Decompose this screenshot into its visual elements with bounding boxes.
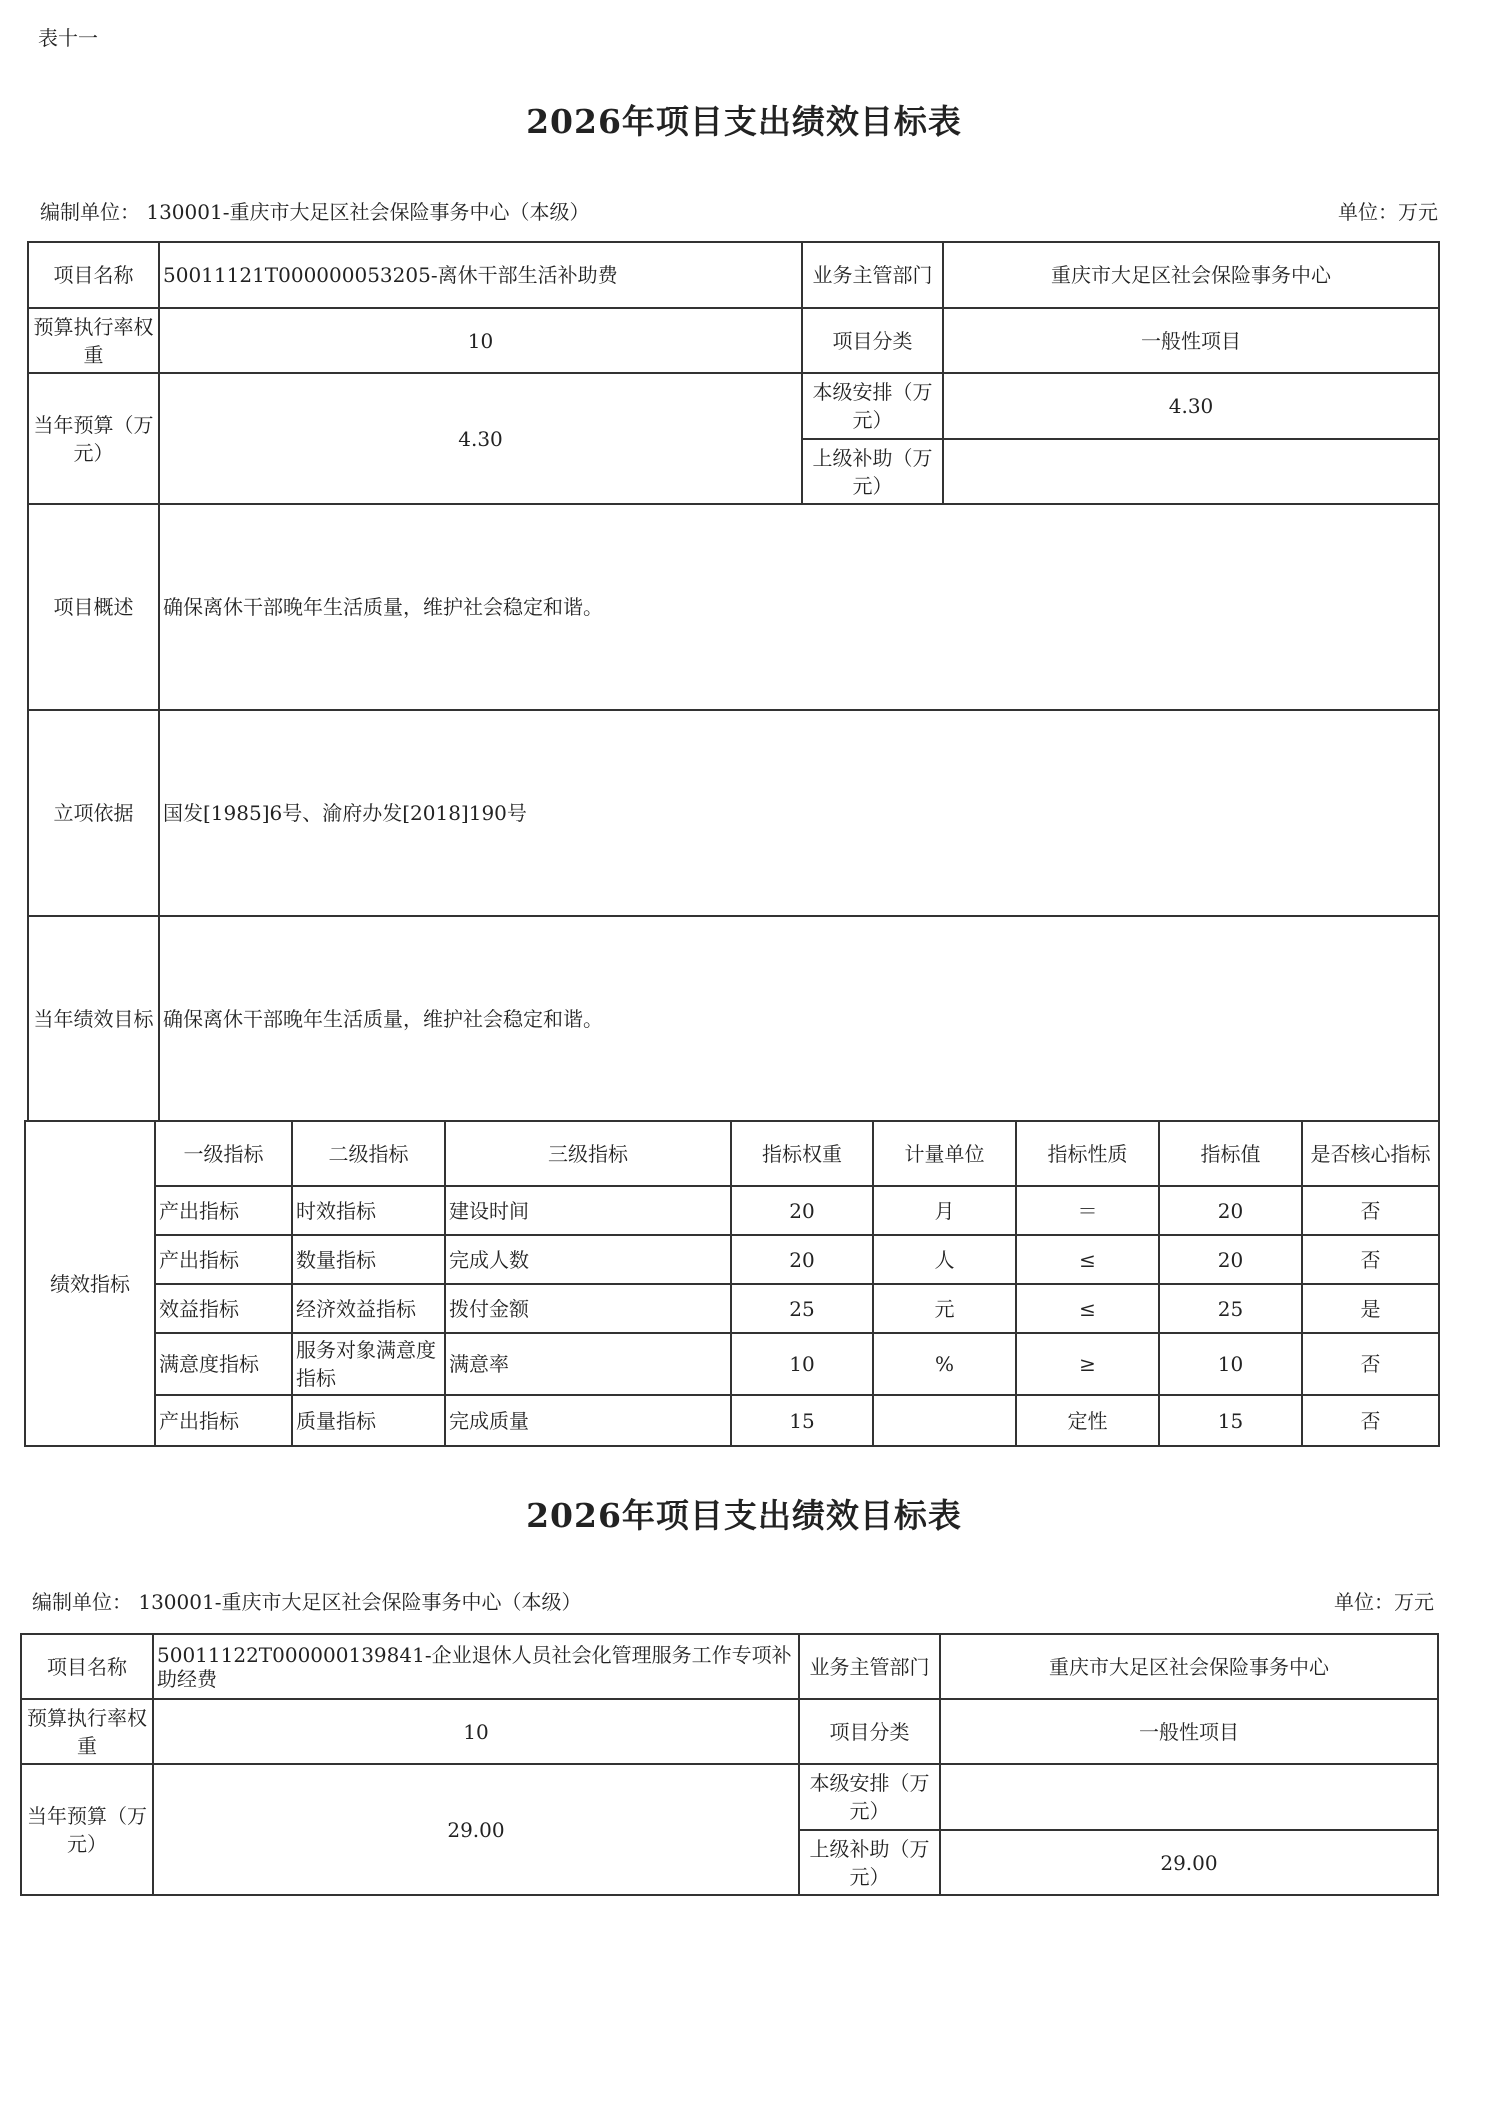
header-cell: 三级指标 bbox=[445, 1121, 731, 1186]
cell: 10 bbox=[1159, 1333, 1302, 1395]
form1-title: 2026年项目支出绩效目标表 bbox=[526, 102, 962, 141]
cell: 人 bbox=[873, 1235, 1016, 1284]
cell: 20 bbox=[731, 1186, 873, 1235]
basis-label: 立项依据 bbox=[28, 710, 159, 916]
cell: 服务对象满意度指标 bbox=[292, 1333, 445, 1395]
cell: 月 bbox=[873, 1186, 1016, 1235]
category: 一般性项目 bbox=[940, 1699, 1438, 1764]
cell: ＝ bbox=[1016, 1186, 1159, 1235]
local-label: 本级安排（万元） bbox=[799, 1764, 940, 1830]
cell: 时效指标 bbox=[292, 1186, 445, 1235]
cell: 建设时间 bbox=[445, 1186, 731, 1235]
form2-org bbox=[32, 1586, 581, 1615]
local-label: 本级安排（万元） bbox=[802, 373, 943, 439]
table-row bbox=[25, 1235, 1439, 1284]
cell: 否 bbox=[1302, 1235, 1439, 1284]
dept: 重庆市大足区社会保险事务中心 bbox=[940, 1634, 1438, 1699]
budget: 4.30 bbox=[159, 373, 802, 504]
cell: ≤ bbox=[1016, 1284, 1159, 1333]
table-row bbox=[25, 1395, 1439, 1446]
local: 4.30 bbox=[943, 373, 1439, 439]
cell: 满意度指标 bbox=[155, 1333, 292, 1395]
cell: 产出指标 bbox=[155, 1395, 292, 1446]
header-cell: 是否核心指标 bbox=[1302, 1121, 1439, 1186]
cell: 10 bbox=[731, 1333, 873, 1395]
project-name: 50011121T000000053205-离休干部生活补助费 bbox=[159, 242, 802, 308]
goal: 确保离休干部晚年生活质量，维护社会稳定和谐。 bbox=[159, 916, 1439, 1121]
category-label: 项目分类 bbox=[802, 308, 943, 373]
basis: 国发[1985]6号、渝府办发[2018]190号 bbox=[159, 710, 1439, 916]
cell: 25 bbox=[731, 1284, 873, 1333]
upper-label: 上级补助（万元） bbox=[802, 439, 943, 504]
local bbox=[940, 1764, 1438, 1830]
cell: 完成质量 bbox=[445, 1395, 731, 1446]
cell: 是 bbox=[1302, 1284, 1439, 1333]
header-cell: 指标值 bbox=[1159, 1121, 1302, 1186]
cell: 质量指标 bbox=[292, 1395, 445, 1446]
page-label: 表十一 bbox=[38, 26, 98, 50]
budget-label: 当年预算（万元） bbox=[28, 373, 159, 504]
category: 一般性项目 bbox=[943, 308, 1439, 373]
indicators-label: 绩效指标 bbox=[25, 1121, 155, 1446]
budget-label: 当年预算（万元） bbox=[21, 1764, 153, 1895]
cell: 经济效益指标 bbox=[292, 1284, 445, 1333]
cell: 20 bbox=[731, 1235, 873, 1284]
org-value: 130001-重庆市大足区社会保险事务中心（本级） bbox=[146, 200, 590, 224]
cell: % bbox=[873, 1333, 1016, 1395]
cell: 否 bbox=[1302, 1333, 1439, 1395]
cell: 20 bbox=[1159, 1235, 1302, 1284]
org-label: 编制单位： bbox=[40, 200, 140, 224]
category-label: 项目分类 bbox=[799, 1699, 940, 1764]
cell: 完成人数 bbox=[445, 1235, 731, 1284]
org-value: 130001-重庆市大足区社会保险事务中心（本级） bbox=[138, 1590, 582, 1614]
overview-label: 项目概述 bbox=[28, 504, 159, 710]
weight-label: 预算执行率权重 bbox=[21, 1699, 153, 1764]
project-name-label: 项目名称 bbox=[28, 242, 159, 308]
table-row bbox=[25, 1284, 1439, 1333]
upper bbox=[943, 439, 1439, 504]
indicator-header-row bbox=[25, 1121, 1439, 1186]
indicator-table bbox=[24, 1120, 1440, 1447]
form2-title: 2026年项目支出绩效目标表 bbox=[526, 1496, 962, 1535]
header-cell: 计量单位 bbox=[873, 1121, 1016, 1186]
dept-label: 业务主管部门 bbox=[802, 242, 943, 308]
form2-unit: 单位：万元 bbox=[1334, 1590, 1434, 1614]
cell: 25 bbox=[1159, 1284, 1302, 1333]
cell: 产出指标 bbox=[155, 1186, 292, 1235]
weight-label: 预算执行率权重 bbox=[28, 308, 159, 373]
cell: 20 bbox=[1159, 1186, 1302, 1235]
cell: 满意率 bbox=[445, 1333, 731, 1395]
cell: 定性 bbox=[1016, 1395, 1159, 1446]
upper-label: 上级补助（万元） bbox=[799, 1830, 940, 1895]
dept: 重庆市大足区社会保险事务中心 bbox=[943, 242, 1439, 308]
cell bbox=[873, 1395, 1016, 1446]
dept-label: 业务主管部门 bbox=[799, 1634, 940, 1699]
header-cell: 指标权重 bbox=[731, 1121, 873, 1186]
overview: 确保离休干部晚年生活质量，维护社会稳定和谐。 bbox=[159, 504, 1439, 710]
form1-unit: 单位：万元 bbox=[1338, 200, 1438, 224]
cell: 否 bbox=[1302, 1186, 1439, 1235]
budget: 29.00 bbox=[153, 1764, 799, 1895]
org-label: 编制单位： bbox=[32, 1590, 132, 1614]
header-cell: 指标性质 bbox=[1016, 1121, 1159, 1186]
cell: 15 bbox=[1159, 1395, 1302, 1446]
cell: ≤ bbox=[1016, 1235, 1159, 1284]
goal-label: 当年绩效目标 bbox=[28, 916, 159, 1121]
cell: 元 bbox=[873, 1284, 1016, 1333]
weight: 10 bbox=[159, 308, 802, 373]
cell: 15 bbox=[731, 1395, 873, 1446]
project-name-label: 项目名称 bbox=[21, 1634, 153, 1699]
header-cell: 二级指标 bbox=[292, 1121, 445, 1186]
cell: 效益指标 bbox=[155, 1284, 292, 1333]
form2-info-table bbox=[20, 1633, 1439, 1896]
cell: 产出指标 bbox=[155, 1235, 292, 1284]
upper: 29.00 bbox=[940, 1830, 1438, 1895]
project-name: 50011122T000000139841-企业退休人员社会化管理服务工作专项补助经费 bbox=[153, 1634, 799, 1699]
header-cell: 一级指标 bbox=[155, 1121, 292, 1186]
cell: 否 bbox=[1302, 1395, 1439, 1446]
weight: 10 bbox=[153, 1699, 799, 1764]
table-row bbox=[25, 1333, 1439, 1395]
cell: 拨付金额 bbox=[445, 1284, 731, 1333]
table-row bbox=[25, 1186, 1439, 1235]
form1-org bbox=[40, 196, 589, 225]
cell: 数量指标 bbox=[292, 1235, 445, 1284]
cell: ≥ bbox=[1016, 1333, 1159, 1395]
form1-info-table bbox=[27, 241, 1440, 1122]
